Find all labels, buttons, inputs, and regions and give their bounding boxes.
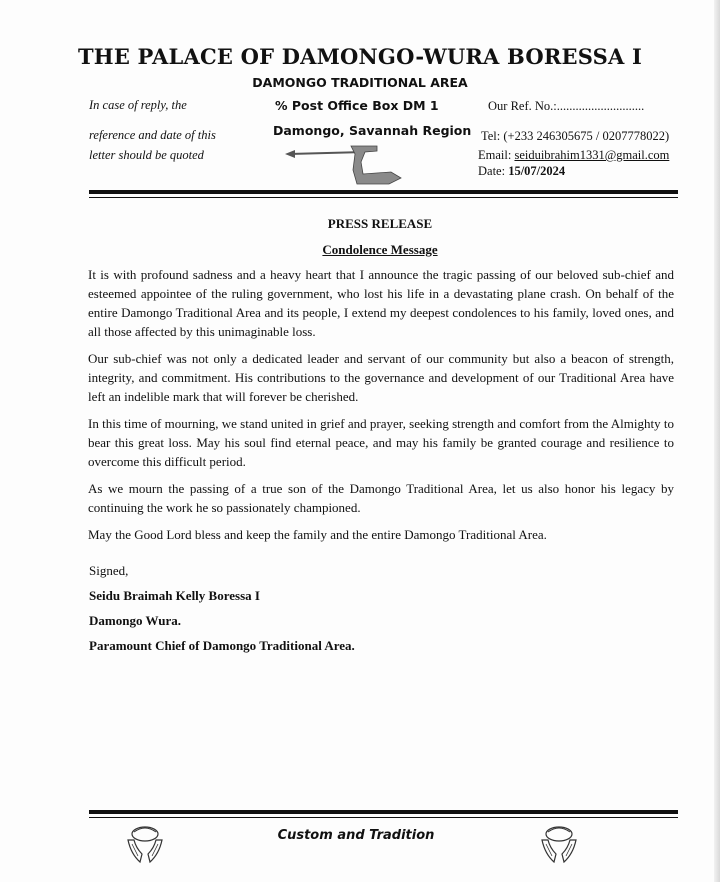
date-line xyxy=(478,164,565,179)
paragraph-2: Our sub-chief was not only a dedicated leader and servant of our community but also a beacon of strength, integrity, and commitment. His contributions to the governance and development of our Traditional Area have left an indelible mark that will forever be cherished. xyxy=(88,351,674,404)
email-address[interactable]: seiduibrahim1331@gmail.com xyxy=(514,148,670,162)
page-edge-shadow xyxy=(714,0,720,882)
hands-emblem-right-icon xyxy=(538,822,580,866)
release-body xyxy=(88,265,674,552)
letterhead-title: THE PALACE OF DAMONGO-WURA BORESSA I xyxy=(77,44,643,69)
email-label: Email: xyxy=(478,148,515,162)
press-release-heading: PRESS RELEASE xyxy=(327,216,433,231)
paragraph-4: As we mourn the passing of a true son of the Damongo Traditional Area, let us also honor his legacy by continuing the work he so passionately championed. xyxy=(88,481,674,515)
signatory-name: Seidu Braimah Kelly Boressa I xyxy=(89,588,260,603)
po-box: % Post Office Box DM 1 xyxy=(275,98,439,113)
paragraph-3: In this time of mourning, we stand united in grief and prayer, seeking strength and comfort from the Almighty to bear this great loss. May his soul find eternal peace, and may his family be granted courage and resilience to overcome this difficult period. xyxy=(88,416,674,469)
header-divider-thin xyxy=(89,197,678,198)
condolence-subheading-text: Condolence Message xyxy=(322,242,438,257)
header-divider-thick xyxy=(89,190,678,194)
email-line xyxy=(478,148,669,163)
date-label: Date: xyxy=(478,164,509,178)
reply-note-line-3: letter should be quoted xyxy=(89,148,204,162)
location: Damongo, Savannah Region xyxy=(273,123,472,138)
condolence-subheading xyxy=(0,242,720,258)
date-value: 15/07/2024 xyxy=(508,164,566,178)
footer-divider-thin xyxy=(89,817,678,818)
signatory-title-1: Damongo Wura. xyxy=(89,613,181,628)
paragraph-1: It is with profound sadness and a heavy heart that I announce the tragic passing of our beloved sub-chief and esteemed appointee of the ruling government, who lost his life in a devastating plane crash. On behalf of the entire Damongo Traditional Area and its people, I extend my deepest condolences to his family, loved ones, and all those affected by this unimaginable loss. xyxy=(88,267,674,339)
signatory-title-2: Paramount Chief of Damongo Traditional Area. xyxy=(89,638,355,653)
reply-note-line-1: In case of reply, the xyxy=(89,98,187,112)
reply-note-line-2: reference and date of this xyxy=(89,128,216,142)
letterhead-subtitle: DAMONGO TRADITIONAL AREA xyxy=(252,75,468,90)
our-ref: Our Ref. No.:............................ xyxy=(488,99,645,113)
telephone: Tel: (+233 246305675 / 0207778022) xyxy=(481,129,670,143)
staff-emblem-icon xyxy=(285,140,415,188)
paragraph-5: May the Good Lord bless and keep the family and the entire Damongo Traditional Area. xyxy=(88,527,547,542)
footer-divider-thick xyxy=(89,810,678,814)
footer-motto: Custom and Tradition xyxy=(277,828,435,843)
signed-label: Signed, xyxy=(89,563,129,578)
